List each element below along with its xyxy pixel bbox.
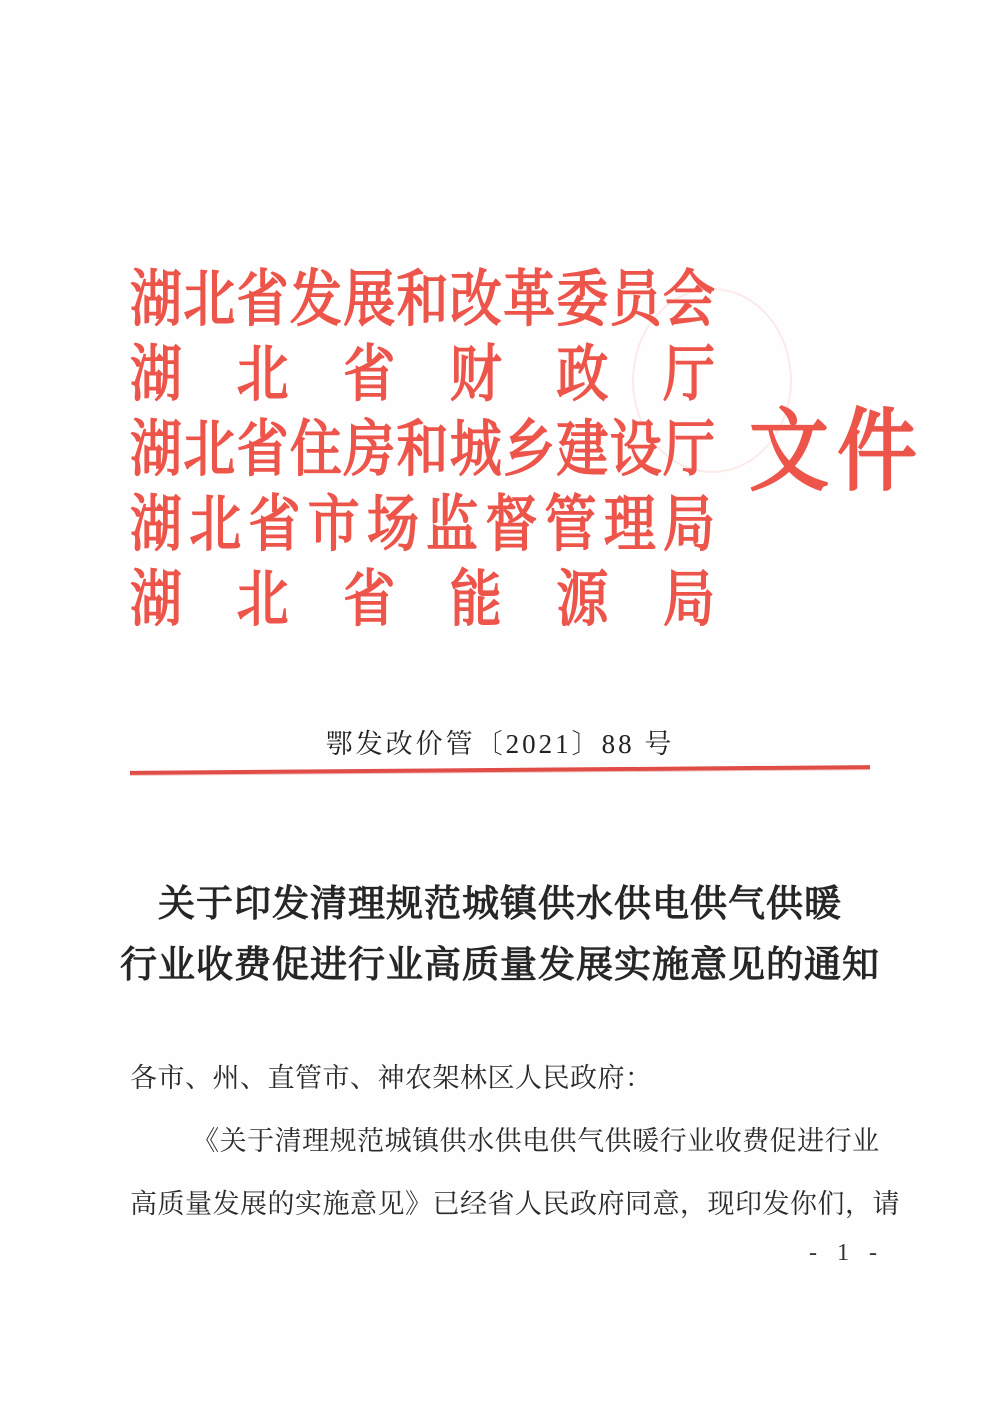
agency-name-line: 湖 北 省 发 展 和 改 革 委 员 会	[130, 266, 715, 335]
body-paragraph-line: 高质量发展的实施意见》已经省人民政府同意，现印发你们，请	[130, 1189, 900, 1219]
document-title	[0, 874, 1000, 996]
agency-name-line: 湖 北 省 住 房 和 城 乡 建 设 厅	[130, 416, 715, 485]
document-number: 鄂发改价管〔2021〕88 号	[325, 729, 675, 759]
salutation-line: 各市、州、直管市、神农架林区人民政府：	[130, 1063, 653, 1093]
document-title-line: 行业收费促进行业高质量发展实施意见的通知	[120, 945, 880, 986]
agency-name-line: 湖 北 省 市 场 监 督 管 理 局	[130, 491, 715, 560]
body-text	[130, 1046, 900, 1236]
body-paragraph	[130, 1110, 900, 1236]
letterhead-doc-word: 文件	[749, 403, 925, 503]
body-paragraph-line: 《关于清理规范城镇供水供电供气供暖行业收费促进行业	[192, 1126, 880, 1156]
agency-name-line: 湖 北 省 财 政 厅	[130, 341, 715, 410]
letterhead	[130, 256, 925, 635]
agency-name-list	[130, 256, 715, 635]
red-separator-rule	[130, 765, 870, 775]
page-number: - 1 -	[809, 1240, 884, 1266]
document-title-line: 关于印发清理规范城镇供水供电供气供暖	[158, 884, 842, 925]
agency-name-line: 湖 北 省 能 源 局	[130, 566, 715, 635]
